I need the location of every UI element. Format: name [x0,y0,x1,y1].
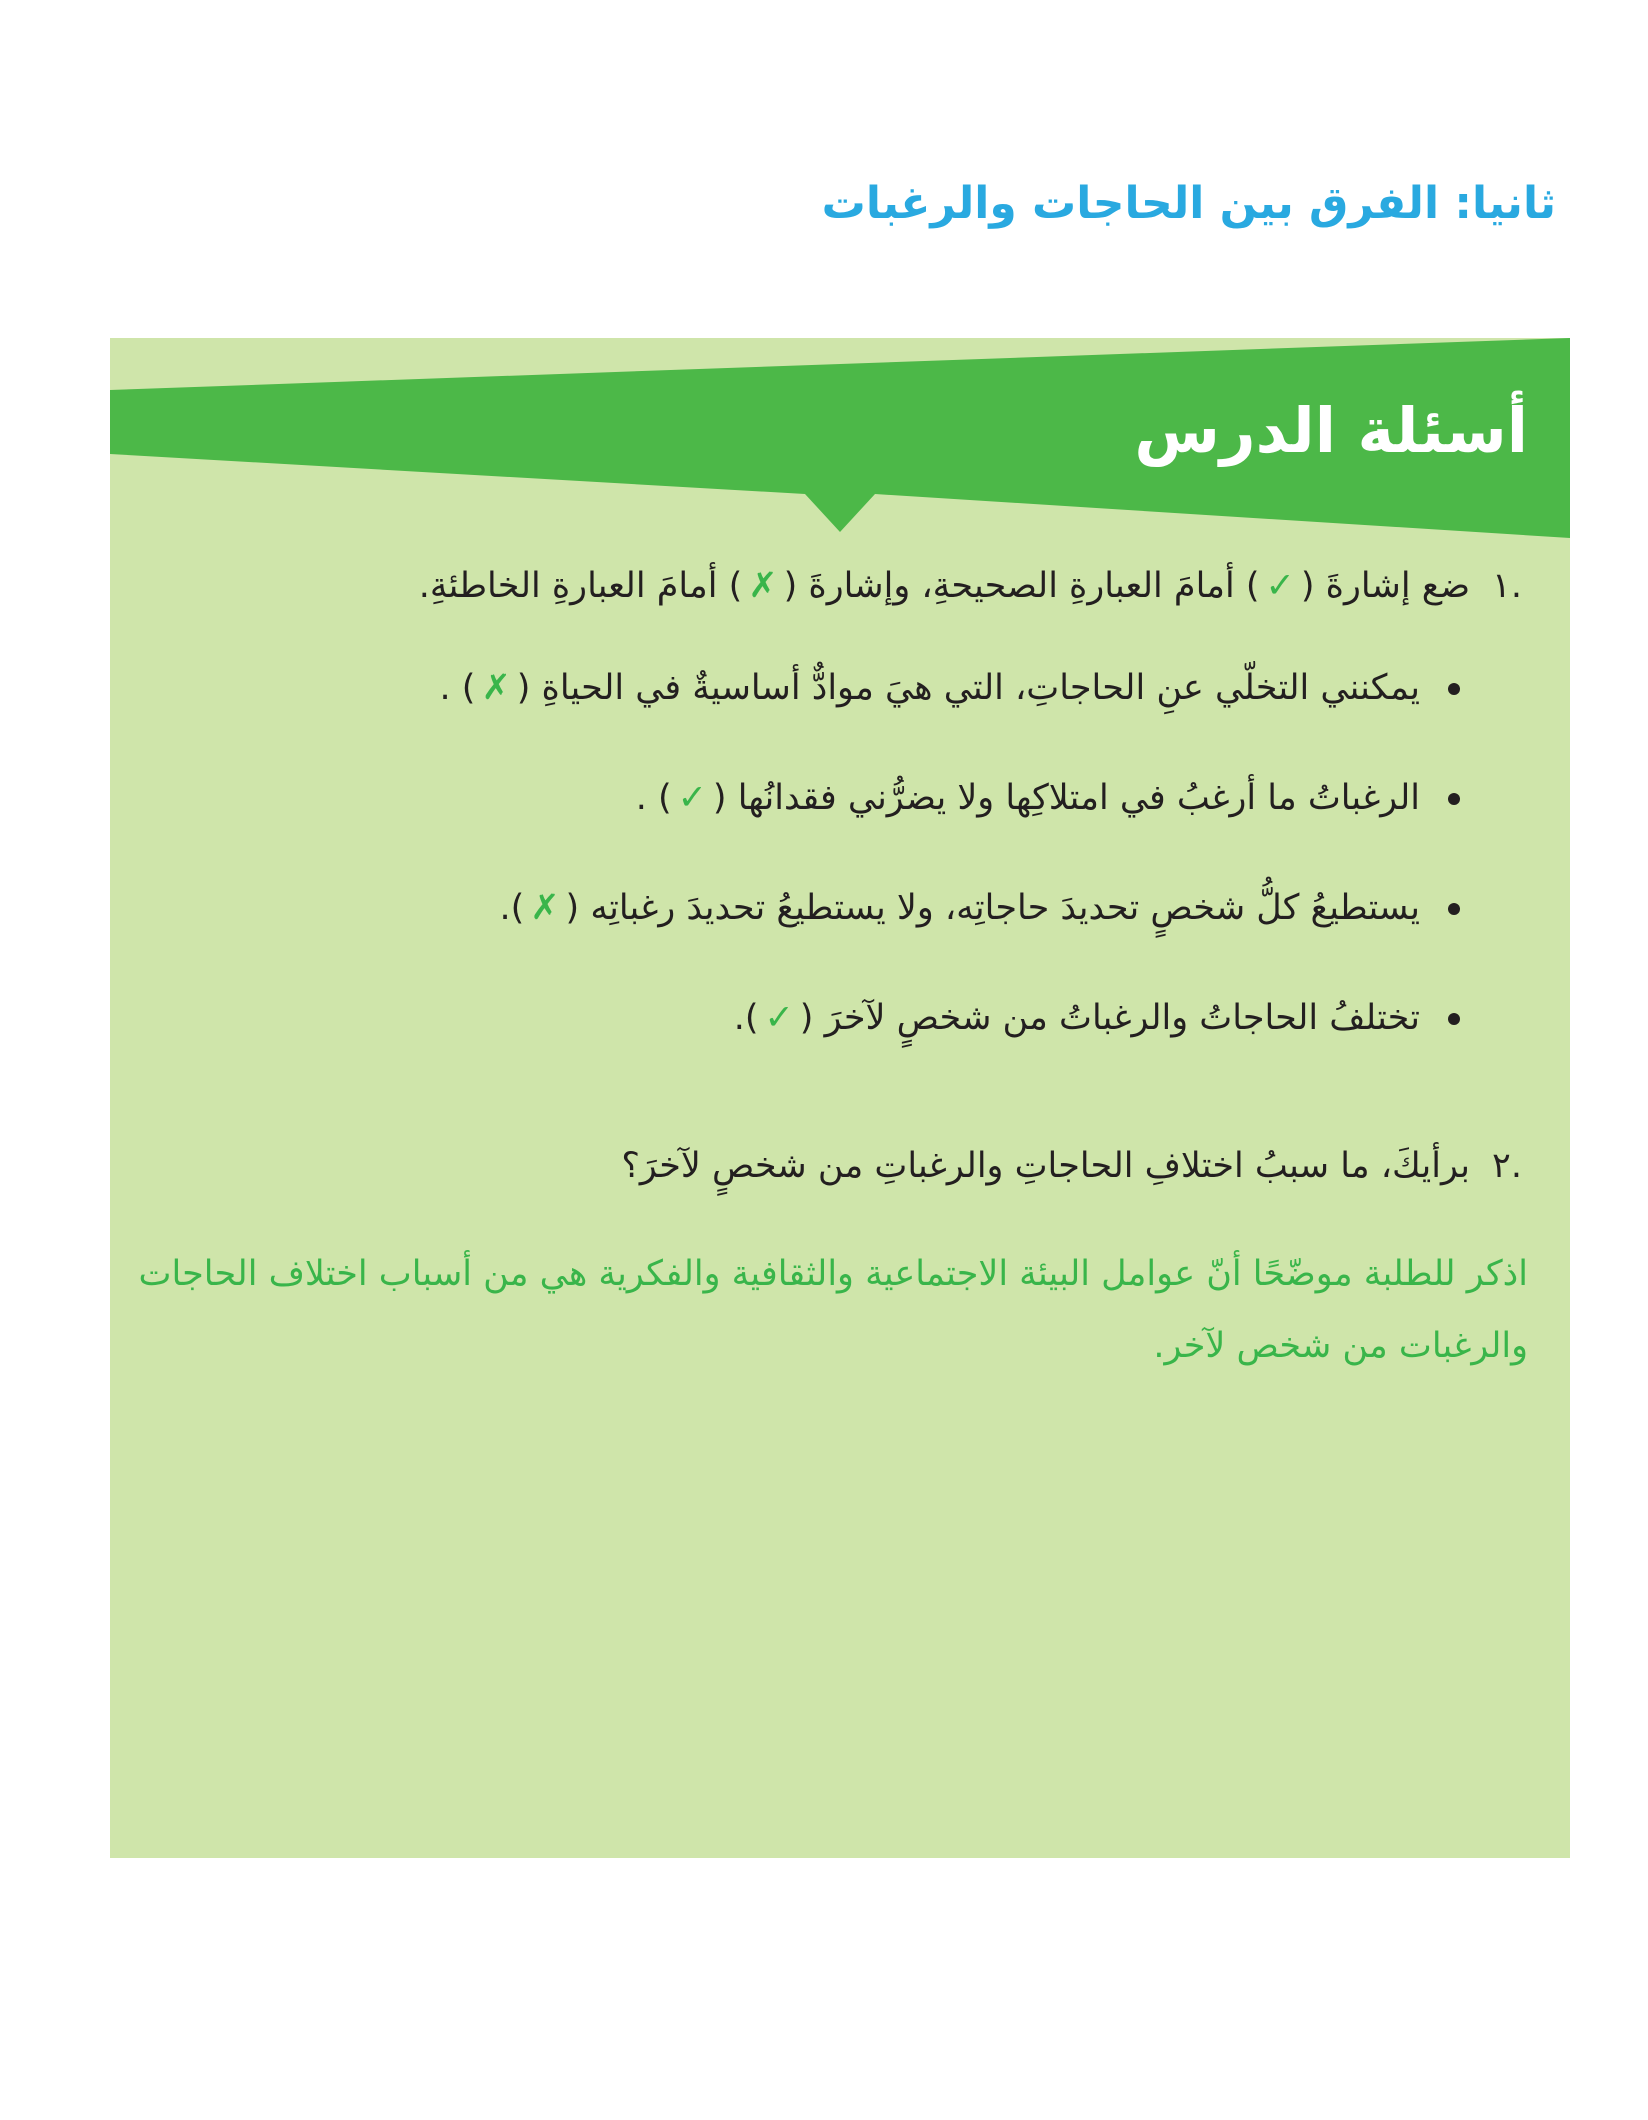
question-1-part2: ) أمامَ العبارةِ الصحيحةِ، وإشارةَ ( [783,566,1260,606]
statement-item [734,998,1460,1038]
question-1-part1: ضع إشارةَ ( [1300,566,1471,606]
statement-text: الرغباتُ ما أرغبُ في امتلاكِها ولا يضرُّني فقدانُها ( [712,778,1420,818]
panel-title: أسئلة الدرس [1134,394,1528,467]
cross-icon: ✗ [530,888,560,928]
question-1-part3: ) أمامَ العبارةِ الخاطئةِ. [418,566,743,606]
statement-item [636,778,1460,818]
cross-icon: ✗ [748,566,778,606]
bullet-icon [1448,903,1460,915]
answer-text: اذكر للطلبة موضّحًا أنّ عوامل البيئة الاجتماعية والثقافية والفكرية هي من أسباب اختلاف الحاجات والرغبات من شخص لآخر. [138,1254,1528,1366]
statement-text: تختلفُ الحاجاتُ والرغباتُ من شخصٍ لآخرَ ( [799,998,1420,1038]
question-1 [419,566,1522,606]
lesson-questions-panel [110,338,1570,1858]
statement-text: يمكنني التخلّي عنِ الحاجاتِ، التي هيَ موادٌّ أساسيةٌ في الحياةِ ( [516,668,1420,708]
bullet-icon [1448,793,1460,805]
check-icon: ✓ [764,998,794,1038]
cross-icon: ✗ [481,668,511,708]
check-icon: ✓ [677,778,707,818]
statement-end: ). [499,888,525,928]
statement-item [440,668,1460,708]
question-2 [621,1146,1522,1186]
check-icon: ✓ [1265,566,1295,606]
statement-text: يستطيعُ كلُّ شخصٍ تحديدَ حاجاتِه، ولا يستطيعُ تحديدَ رغباتِه ( [565,888,1420,928]
question-2-number: .٢ [1492,1146,1522,1186]
statement-end: ). [733,998,759,1038]
bullet-icon [1448,683,1460,695]
section-title: ثانيا: الفرق بين الحاجات والرغبات [821,178,1556,229]
bullet-icon [1448,1013,1460,1025]
statement-item [499,888,1460,928]
question-1-number: .١ [1492,566,1522,606]
statement-end: ) . [635,778,672,818]
question-2-text: برأيكَ، ما سببُ اختلافِ الحاجاتِ والرغباتِ من شخصٍ لآخرَ؟ [621,1146,1471,1186]
statement-end: ) . [439,668,476,708]
